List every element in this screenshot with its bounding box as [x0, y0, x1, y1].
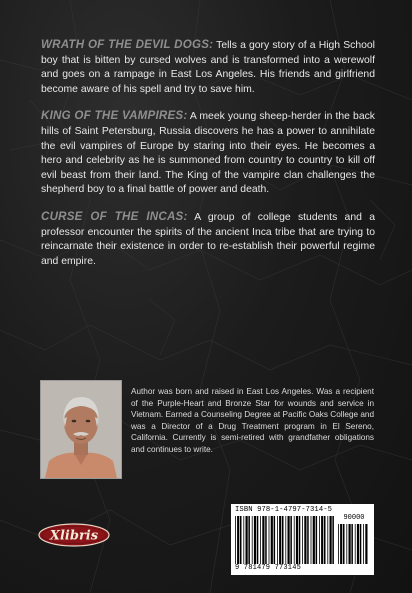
blurb-text: A meek young sheep-herder in the back hills of Saint Petersburg, Russia discovers he has a power to annihilate the evil vampires of Europe by staring into their eyes. He becomes a hero and celebrity as he is summoned from country to country to kill off evil beast from their land. The King of the vampire clan challenges the shepherd boy to a final battle of power and death. — [41, 111, 375, 196]
blurb-curse-of-the-incas — [41, 210, 375, 269]
blurb-title: CURSE OF THE INCAS: — [41, 209, 188, 223]
blurb-text: Tells a gory story of a High School boy that is bitten by cursed wolves and is transformed into a werewolf and goes on a rampage in East Los Angeles. His friends and girlfriend become aware of his spell and try to save him. — [41, 40, 375, 95]
xlibris-logo — [38, 523, 110, 547]
blurb-king-of-the-vampires — [41, 109, 375, 198]
isbn-barcode — [231, 504, 374, 575]
isbn-label: ISBN 978-1-4797-7314-5 — [235, 506, 333, 514]
author-portrait-icon — [41, 381, 121, 478]
barcode-addon-digits: 90000 — [343, 514, 365, 522]
author-bio: Author was born and raised in East Los Angeles. Was a recipient of the Purple-Heart and Bronze Star for wounds and service in Vietnam. Earned a Counseling Degree at Pacific Oaks College and was a Director of a Drug Treatment program in El Sereno, California. Currently is semi-retired with grandfather obligations and continues to write. — [131, 387, 374, 454]
blurb-title: KING OF THE VAMPIRES: — [41, 109, 188, 123]
blurb-title: WRATH OF THE DEVIL DOGS: — [41, 38, 214, 51]
author-photo — [40, 380, 122, 479]
blurb-text: A group of college students and a professor encounter the spirits of the ancient Inca tribe that are trying to reincarnate their existence in order to re-establish their powerful regime and empire. — [41, 211, 375, 267]
blurb-wrath-of-the-devil-dogs — [41, 38, 375, 97]
publisher-name: Xlibris — [49, 528, 99, 544]
barcode-digits: 9 781479 773145 — [235, 564, 302, 572]
barcode-addon-bars — [338, 524, 370, 566]
book-blurbs — [41, 38, 375, 281]
barcode-bars — [235, 516, 335, 564]
